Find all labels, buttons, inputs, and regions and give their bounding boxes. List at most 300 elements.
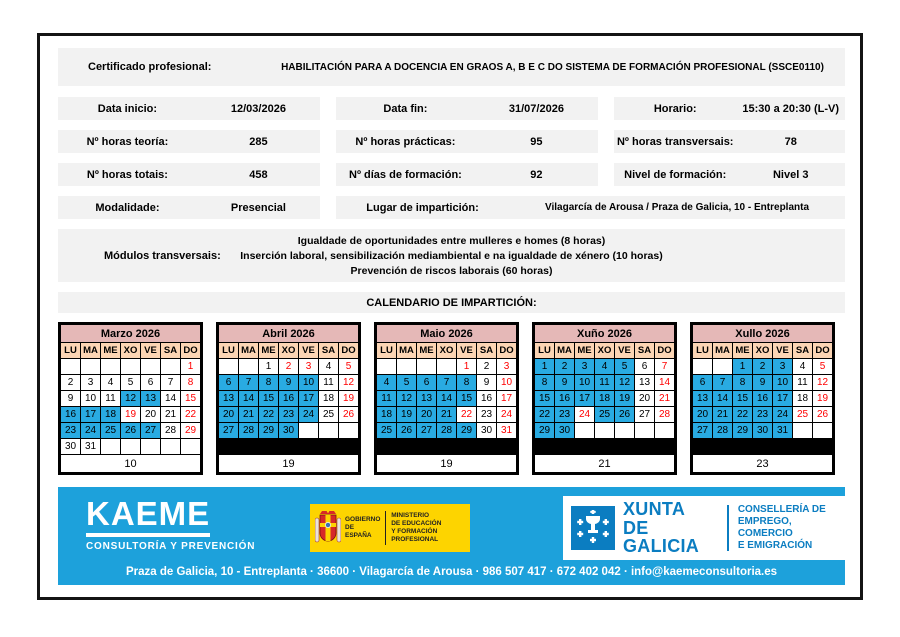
calendar-section-title: CALENDARIO DE IMPARTICIÓN: — [58, 292, 845, 313]
calendar-day-cell: 3 — [575, 359, 595, 375]
calendar-day-cell: 4 — [793, 359, 813, 375]
calendar-day-cell: 10 — [299, 375, 319, 391]
calendar-day-cell — [101, 359, 121, 375]
calendar-day-cell — [693, 359, 713, 375]
calendar-day-cell — [319, 439, 339, 455]
xunta-line: XUNTA — [623, 498, 686, 519]
calendar-weekday-header: LU — [535, 343, 555, 359]
document-sheet — [37, 33, 863, 600]
field-dias-formacion — [336, 163, 598, 186]
calendar-weekday-header: DO — [813, 343, 833, 359]
calendar-day-cell: 25 — [319, 407, 339, 423]
calendar-day-cell: 8 — [457, 375, 477, 391]
gobierno-espana-logo — [310, 504, 470, 552]
field-value: 78 — [784, 135, 797, 148]
calendar-day-cell — [161, 359, 181, 375]
calendar-day-cell: 2 — [279, 359, 299, 375]
modulos-line: Prevención de riscos laborais (60 horas) — [350, 264, 553, 277]
calendar-day-cell: 3 — [773, 359, 793, 375]
calendar-weekday-header: VE — [773, 343, 793, 359]
calendar-xullo-2026 — [690, 322, 835, 475]
calendar-day-cell — [555, 439, 575, 455]
calendar-weekday-header: ME — [101, 343, 121, 359]
calendar-day-cell — [595, 423, 615, 439]
calendar-day-cell: 16 — [279, 391, 299, 407]
calendar-day-cell — [319, 423, 339, 439]
totals-row — [58, 163, 845, 186]
calendar-total-days: 21 — [535, 455, 675, 473]
calendar-day-cell: 21 — [437, 407, 457, 423]
calendar-day-cell: 29 — [535, 423, 555, 439]
dates-row — [58, 97, 845, 120]
calendar-weekday-header: XO — [595, 343, 615, 359]
calendar-day-cell: 5 — [121, 375, 141, 391]
calendar-day-cell — [595, 439, 615, 455]
kaeme-wordmark: KAEME — [86, 497, 210, 537]
calendar-day-cell: 17 — [773, 391, 793, 407]
calendar-day-cell: 28 — [655, 407, 675, 423]
calendar-day-cell — [793, 423, 813, 439]
calendar-day-cell: 30 — [61, 439, 81, 455]
calendar-day-cell: 29 — [457, 423, 477, 439]
calendar-day-cell: 24 — [773, 407, 793, 423]
calendar-day-cell: 2 — [753, 359, 773, 375]
calendar-day-cell: 19 — [339, 391, 359, 407]
calendar-day-cell: 23 — [753, 407, 773, 423]
calendar-weekday-header: XO — [279, 343, 299, 359]
calendar-day-cell: 26 — [339, 407, 359, 423]
calendar-day-cell: 17 — [497, 391, 517, 407]
calendar-day-cell: 30 — [555, 423, 575, 439]
calendar-day-cell: 8 — [181, 375, 201, 391]
calendar-day-cell: 15 — [457, 391, 477, 407]
calendar-day-cell — [239, 439, 259, 455]
gobierno-line: DE ESPAÑA — [345, 523, 372, 540]
calendar-day-cell: 30 — [279, 423, 299, 439]
calendar-day-cell — [181, 439, 201, 455]
calendar-day-cell: 9 — [61, 391, 81, 407]
calendar-weekday-header: SA — [635, 343, 655, 359]
calendar-day-cell — [635, 423, 655, 439]
calendar-day-cell: 5 — [615, 359, 635, 375]
calendar-day-cell: 14 — [655, 375, 675, 391]
calendar-day-cell: 20 — [141, 407, 161, 423]
field-value: 285 — [249, 135, 268, 148]
calendar-day-cell: 21 — [655, 391, 675, 407]
calendar-weekday-header: SA — [477, 343, 497, 359]
calendar-day-cell: 21 — [239, 407, 259, 423]
calendar-day-cell: 6 — [635, 359, 655, 375]
calendar-weekday-header: VE — [615, 343, 635, 359]
calendar-day-cell: 3 — [81, 375, 101, 391]
calendar-day-cell — [813, 439, 833, 455]
field-label: Data inicio: — [97, 102, 158, 115]
contact-line: Praza de Galicia, 10 - Entreplanta · 36600 · Vilagarcía de Arousa · 986 507 417 · 672 402 042 · info@kaemeconsultoria.es — [125, 566, 778, 578]
modulos-line: Inserción laboral, sensibilización mediambiental e na igualdade de xénero (10 horas) — [240, 249, 663, 262]
calendar-month-title: Abril 2026 — [219, 325, 359, 343]
calendar-weekday-header: ME — [417, 343, 437, 359]
calendars-container — [58, 322, 845, 482]
calendar-day-cell: 31 — [81, 439, 101, 455]
calendar-day-cell — [397, 359, 417, 375]
calendar-day-cell: 29 — [181, 423, 201, 439]
calendar-day-cell: 19 — [813, 391, 833, 407]
calendar-day-cell: 4 — [377, 375, 397, 391]
calendar-day-cell: 26 — [615, 407, 635, 423]
calendar-day-cell — [713, 439, 733, 455]
calendar-day-cell: 24 — [575, 407, 595, 423]
field-horas-teoria — [58, 130, 320, 153]
calendar-day-cell: 30 — [477, 423, 497, 439]
calendar-day-cell: 12 — [813, 375, 833, 391]
calendar-day-cell: 1 — [259, 359, 279, 375]
calendar-day-cell: 3 — [299, 359, 319, 375]
calendar-day-cell: 18 — [319, 391, 339, 407]
calendar-day-cell — [141, 439, 161, 455]
calendar-day-cell — [693, 439, 713, 455]
calendar-marzo-2026 — [58, 322, 203, 475]
calendar-day-cell: 27 — [219, 423, 239, 439]
calendar-day-cell: 24 — [81, 423, 101, 439]
conselleria-line: E EMIGRACIÓN — [737, 540, 813, 551]
calendar-day-cell: 18 — [101, 407, 121, 423]
calendar-day-cell: 25 — [377, 423, 397, 439]
calendar-day-cell — [81, 359, 101, 375]
calendar-day-cell: 16 — [477, 391, 497, 407]
calendar-weekday-header: LU — [693, 343, 713, 359]
calendar-day-cell — [635, 439, 655, 455]
modulos-transversais-row — [58, 229, 845, 282]
calendar-day-cell: 13 — [417, 391, 437, 407]
calendar-day-cell: 12 — [397, 391, 417, 407]
calendar-day-cell: 10 — [773, 375, 793, 391]
calendar-day-cell: 27 — [635, 407, 655, 423]
calendar-day-cell: 4 — [595, 359, 615, 375]
field-modalidade — [58, 196, 320, 219]
calendar-day-cell — [161, 439, 181, 455]
field-label: Nº horas prácticas: — [355, 135, 456, 148]
calendar-day-cell: 26 — [397, 423, 417, 439]
calendar-weekday-header: LU — [219, 343, 239, 359]
calendar-day-cell: 23 — [555, 407, 575, 423]
xunta-wordmark — [623, 500, 718, 557]
calendar-day-cell: 27 — [417, 423, 437, 439]
calendar-day-cell: 10 — [575, 375, 595, 391]
calendar-weekday-header: SA — [161, 343, 181, 359]
calendar-month-title: Maio 2026 — [377, 325, 517, 343]
calendar-day-cell: 26 — [121, 423, 141, 439]
calendar-weekday-header: ME — [259, 343, 279, 359]
calendar-day-cell: 25 — [101, 423, 121, 439]
ministerio-text — [391, 512, 465, 545]
calendar-day-cell: 16 — [753, 391, 773, 407]
field-horas-totais — [58, 163, 320, 186]
calendar-day-cell: 13 — [219, 391, 239, 407]
calendar-day-cell — [497, 439, 517, 455]
kaeme-logo — [86, 497, 255, 552]
calendar-day-cell — [121, 359, 141, 375]
calendar-day-cell: 15 — [733, 391, 753, 407]
modulos-lines — [58, 229, 845, 282]
calendar-day-cell: 7 — [655, 359, 675, 375]
calendar-weekday-header: LU — [377, 343, 397, 359]
calendar-weekday-header: DO — [655, 343, 675, 359]
field-value: 458 — [249, 168, 268, 181]
calendar-day-cell — [437, 359, 457, 375]
calendar-day-cell: 7 — [239, 375, 259, 391]
calendar-day-cell — [101, 439, 121, 455]
field-label: Lugar de impartición: — [366, 201, 479, 214]
calendar-day-cell: 14 — [161, 391, 181, 407]
calendar-day-cell: 24 — [497, 407, 517, 423]
calendar-day-cell — [339, 439, 359, 455]
calendar-day-cell: 6 — [219, 375, 239, 391]
calendar-day-cell: 10 — [81, 391, 101, 407]
calendar-day-cell — [813, 423, 833, 439]
modality-row — [58, 196, 845, 219]
calendar-total-days: 10 — [61, 455, 201, 473]
field-value: Nivel 3 — [772, 168, 809, 181]
calendar-day-cell: 2 — [61, 375, 81, 391]
calendar-day-cell: 11 — [319, 375, 339, 391]
calendar-day-cell — [793, 439, 813, 455]
calendar-day-cell: 14 — [713, 391, 733, 407]
calendar-weekday-header: DO — [497, 343, 517, 359]
field-value: 12/03/2026 — [230, 102, 286, 115]
field-label: Nº horas teoría: — [86, 135, 169, 148]
calendar-day-cell: 23 — [477, 407, 497, 423]
calendar-day-cell: 27 — [141, 423, 161, 439]
calendar-weekday-header: SA — [319, 343, 339, 359]
field-horas-practicas — [336, 130, 598, 153]
calendar-day-cell — [713, 359, 733, 375]
calendar-day-cell: 28 — [239, 423, 259, 439]
calendar-day-cell: 1 — [733, 359, 753, 375]
calendar-day-cell: 11 — [101, 391, 121, 407]
calendar-day-cell — [279, 439, 299, 455]
calendar-total-days: 19 — [219, 455, 359, 473]
calendar-xuno-2026 — [532, 322, 677, 475]
calendar-day-cell — [437, 439, 457, 455]
xunta-galicia-logo — [563, 496, 845, 560]
ministerio-line: MINISTERIO — [391, 511, 430, 519]
calendar-day-cell — [575, 423, 595, 439]
calendar-month-title: Xullo 2026 — [693, 325, 833, 343]
calendar-weekday-header: ME — [733, 343, 753, 359]
field-data-inicio — [58, 97, 320, 120]
calendar-weekday-header: MA — [397, 343, 417, 359]
calendar-day-cell: 9 — [555, 375, 575, 391]
spain-coat-of-arms-icon — [315, 510, 341, 546]
calendar-day-cell — [733, 439, 753, 455]
field-nivel-formacion — [614, 163, 845, 186]
conselleria-line: CONSELLERÍA DE — [737, 504, 826, 515]
calendar-day-cell: 22 — [535, 407, 555, 423]
calendar-day-cell: 19 — [397, 407, 417, 423]
ministerio-line: DE EDUCACIÓN — [391, 519, 442, 527]
calendar-day-cell: 7 — [437, 375, 457, 391]
calendar-day-cell: 4 — [319, 359, 339, 375]
calendar-day-cell: 9 — [477, 375, 497, 391]
calendar-day-cell: 31 — [497, 423, 517, 439]
calendar-day-cell: 22 — [457, 407, 477, 423]
calendar-day-cell: 8 — [259, 375, 279, 391]
calendar-day-cell: 6 — [141, 375, 161, 391]
calendar-day-cell: 13 — [693, 391, 713, 407]
calendar-day-cell — [299, 439, 319, 455]
calendar-day-cell — [535, 439, 555, 455]
calendar-day-cell: 29 — [259, 423, 279, 439]
calendar-day-cell: 11 — [377, 391, 397, 407]
calendar-day-cell: 27 — [693, 423, 713, 439]
calendar-day-cell — [219, 359, 239, 375]
field-label: Nº horas totais: — [86, 168, 168, 181]
calendar-weekday-header: VE — [141, 343, 161, 359]
calendar-day-cell — [397, 439, 417, 455]
calendar-day-cell: 14 — [437, 391, 457, 407]
calendar-weekday-header: DO — [339, 343, 359, 359]
ministerio-line: Y FORMACIÓN PROFESIONAL — [391, 528, 439, 544]
calendar-day-cell — [773, 439, 793, 455]
calendar-day-cell: 28 — [437, 423, 457, 439]
calendar-day-cell — [141, 359, 161, 375]
calendar-total-days: 19 — [377, 455, 517, 473]
calendar-day-cell: 10 — [497, 375, 517, 391]
calendar-day-cell: 11 — [793, 375, 813, 391]
calendar-day-cell: 19 — [615, 391, 635, 407]
calendar-day-cell: 16 — [61, 407, 81, 423]
calendar-day-cell — [615, 423, 635, 439]
calendar-day-cell — [753, 439, 773, 455]
field-label: Nº días de formación: — [349, 168, 462, 181]
calendar-day-cell: 6 — [693, 375, 713, 391]
calendar-day-cell: 28 — [161, 423, 181, 439]
gobierno-divider — [385, 511, 386, 545]
calendar-day-cell: 1 — [457, 359, 477, 375]
calendar-day-cell: 15 — [535, 391, 555, 407]
calendar-day-cell: 17 — [575, 391, 595, 407]
calendar-day-cell: 12 — [615, 375, 635, 391]
calendar-day-cell: 20 — [635, 391, 655, 407]
calendar-day-cell: 15 — [259, 391, 279, 407]
field-data-fin — [336, 97, 598, 120]
calendar-day-cell: 11 — [595, 375, 615, 391]
field-horas-transversais — [614, 130, 845, 153]
calendar-day-cell: 25 — [793, 407, 813, 423]
calendar-day-cell — [219, 439, 239, 455]
modulos-line: Igualdade de oportunidades entre mulleres e homes (8 horas) — [297, 234, 606, 247]
conselleria-text — [738, 504, 837, 552]
calendar-day-cell — [457, 439, 477, 455]
calendar-day-cell — [61, 359, 81, 375]
calendar-day-cell: 31 — [773, 423, 793, 439]
calendar-day-cell: 2 — [555, 359, 575, 375]
calendar-day-cell: 13 — [635, 375, 655, 391]
calendar-abril-2026 — [216, 322, 361, 475]
calendar-day-cell: 3 — [497, 359, 517, 375]
calendar-day-cell — [417, 359, 437, 375]
calendar-day-cell — [477, 439, 497, 455]
calendar-weekday-header: MA — [81, 343, 101, 359]
calendar-weekday-header: LU — [61, 343, 81, 359]
footer-band — [58, 487, 845, 585]
calendar-day-cell: 21 — [713, 407, 733, 423]
calendar-day-cell: 8 — [535, 375, 555, 391]
calendar-day-cell — [259, 439, 279, 455]
gobierno-text — [345, 516, 380, 540]
xunta-shield-icon — [571, 506, 615, 550]
calendar-day-cell: 23 — [279, 407, 299, 423]
xunta-line: DE GALICIA — [623, 517, 700, 557]
calendar-day-cell: 7 — [713, 375, 733, 391]
calendar-day-cell — [655, 423, 675, 439]
calendar-day-cell: 12 — [121, 391, 141, 407]
calendar-day-cell: 22 — [733, 407, 753, 423]
xunta-divider — [727, 505, 729, 551]
calendar-day-cell: 1 — [535, 359, 555, 375]
calendar-month-title: Marzo 2026 — [61, 325, 201, 343]
calendar-day-cell: 30 — [753, 423, 773, 439]
calendar-weekday-header: MA — [239, 343, 259, 359]
kaeme-tagline: CONSULTORÍA Y PREVENCIÓN — [86, 541, 256, 552]
calendar-day-cell: 5 — [813, 359, 833, 375]
calendar-day-cell: 18 — [377, 407, 397, 423]
calendar-weekday-header: XO — [121, 343, 141, 359]
calendar-day-cell: 9 — [279, 375, 299, 391]
calendar-weekday-header: DO — [181, 343, 201, 359]
calendar-day-cell — [121, 439, 141, 455]
field-lugar-imparticion — [336, 196, 845, 219]
calendar-month-title: Xuño 2026 — [535, 325, 675, 343]
calendar-weekday-header: ME — [575, 343, 595, 359]
calendar-day-cell — [377, 359, 397, 375]
calendar-total-days: 23 — [693, 455, 833, 473]
hours-row — [58, 130, 845, 153]
calendar-day-cell: 21 — [161, 407, 181, 423]
calendar-day-cell: 25 — [595, 407, 615, 423]
calendar-day-cell: 18 — [595, 391, 615, 407]
gobierno-line: GOBIERNO — [345, 515, 381, 523]
calendar-day-cell: 20 — [417, 407, 437, 423]
calendar-day-cell — [339, 423, 359, 439]
calendar-day-cell: 28 — [713, 423, 733, 439]
calendar-day-cell: 19 — [121, 407, 141, 423]
calendar-day-cell: 24 — [299, 407, 319, 423]
field-value: Vilagarcía de Arousa / Praza de Galicia, 10 - Entreplanta — [545, 202, 810, 213]
calendar-day-cell: 26 — [813, 407, 833, 423]
calendar-day-cell: 4 — [101, 375, 121, 391]
calendar-day-cell — [417, 439, 437, 455]
calendar-day-cell: 17 — [299, 391, 319, 407]
field-horario — [614, 97, 845, 120]
calendar-day-cell — [377, 439, 397, 455]
calendar-day-cell: 23 — [61, 423, 81, 439]
calendar-weekday-header: MA — [555, 343, 575, 359]
calendar-day-cell: 22 — [259, 407, 279, 423]
conselleria-line: EMPREGO, COMERCIO — [737, 516, 793, 539]
calendar-day-cell: 8 — [733, 375, 753, 391]
calendar-weekday-header: VE — [299, 343, 319, 359]
calendar-weekday-header: MA — [713, 343, 733, 359]
calendar-day-cell: 6 — [417, 375, 437, 391]
calendar-day-cell: 12 — [339, 375, 359, 391]
calendar-day-cell: 5 — [397, 375, 417, 391]
calendar-day-cell — [239, 359, 259, 375]
calendar-day-cell: 16 — [555, 391, 575, 407]
field-value: 15:30 a 20:30 (L-V) — [742, 102, 839, 115]
calendar-day-cell: 22 — [181, 407, 201, 423]
field-value: Presencial — [230, 201, 286, 214]
